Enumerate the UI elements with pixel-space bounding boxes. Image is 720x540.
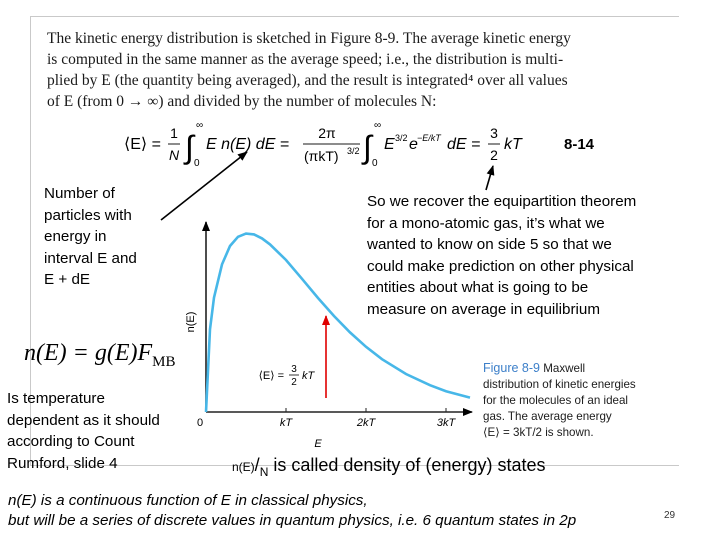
integral-sign-1: ∫	[185, 129, 194, 165]
caption-line: ⟨E⟩ = 3kT/2 is shown.	[483, 426, 594, 439]
annotation-line: measure on average in equilibrium	[367, 300, 601, 318]
bottom-text-line-2: but will be a series of discrete values in quantum physics, i.e. 6 quantum states in 2p	[8, 512, 577, 529]
annotation-line: energy in	[44, 228, 107, 246]
x-tick-label: 3kT	[436, 417, 456, 429]
eq-frac3-den: 2	[490, 147, 498, 163]
annotation-line: E + dE	[44, 271, 91, 289]
eq-integrand1: E n(E) dE =	[206, 136, 290, 153]
x-tick-label: 2kT	[356, 417, 376, 429]
density-prefix: n(E)	[232, 460, 255, 474]
y-axis-label: n(E)	[185, 311, 197, 333]
x-tick-label: kT	[279, 417, 293, 429]
formula-text: n(E) = g(E)F	[24, 340, 153, 366]
page-number: 29	[664, 510, 676, 521]
book-line: of E (from 0 → ∞) and divided by the number of molecules N:	[47, 93, 437, 110]
caption-title: Maxwell	[543, 362, 586, 375]
x-axis-label: E	[314, 438, 322, 450]
eq-integrand2-tail: dE =	[447, 136, 481, 153]
book-line: The kinetic energy distribution is sketched in Figure 8-9. The average kinetic energy	[47, 30, 571, 47]
density-of-states-note	[232, 455, 546, 479]
eq-frac3-num: 3	[490, 125, 498, 141]
eq-frac2-den-exp: 3/2	[347, 146, 360, 156]
eq-number: 8-14	[564, 136, 595, 153]
formula-subscript: MB	[152, 354, 176, 370]
caption-figure-number: Figure 8-9	[483, 361, 540, 375]
caption-line: gas. The average energy	[483, 410, 612, 423]
annotation-line: according to Count	[7, 433, 135, 451]
annotation-line: Number of	[44, 185, 115, 202]
eq-int2-lower: 0	[372, 158, 378, 169]
mean-label-num: 3	[291, 364, 297, 375]
distribution-curve	[206, 234, 470, 412]
book-line: is computed in the same manner as the average speed; i.e., the distribution is multi-	[47, 51, 564, 68]
annotation-line: entities about what is going to be	[367, 279, 589, 297]
eq-frac2-num: 2π	[318, 125, 336, 141]
mean-label-lhs: ⟨E⟩ =	[258, 370, 284, 382]
eq-integrand2-exp: 3/2	[395, 133, 408, 143]
annotation-line: particles with	[44, 206, 132, 224]
annotation-line: could make prediction on other physical	[367, 257, 634, 275]
integral-sign-2: ∫	[363, 129, 372, 165]
eq-integrand2: E	[384, 136, 395, 153]
annotation-line: wanted to know on side 5 so that we	[367, 236, 612, 254]
annotation-line: So we recover the equipartition theorem	[367, 193, 637, 210]
eq-frac1-den: N	[168, 147, 180, 163]
caption-line: distribution of kinetic energies	[483, 378, 636, 391]
particles-annotation	[44, 183, 172, 291]
mean-energy-label	[259, 364, 316, 388]
figure-caption	[483, 360, 658, 441]
annotation-line: Is temperature	[7, 390, 105, 407]
kinetic-energy-distribution-chart	[185, 212, 490, 452]
equipartition-arrow	[486, 166, 493, 190]
caption-line: for the molecules of an ideal	[483, 394, 629, 407]
eq-frac1-num: 1	[170, 125, 178, 141]
x-ticks	[197, 408, 457, 429]
eq-int2-upper: ∞	[374, 120, 382, 131]
x-tick-label: 0	[196, 417, 204, 429]
bottom-text-line-1: n(E) is a continuous function of E in classical physics,	[8, 492, 368, 509]
temperature-annotation	[7, 388, 193, 474]
annotation-line: Rumford, slide 4	[7, 454, 118, 472]
annotation-line: interval E and	[44, 249, 137, 267]
eq-integrand2-rest-exp: −E/kT	[417, 133, 441, 143]
density-sub: N	[259, 465, 269, 479]
density-slash: /	[254, 455, 260, 475]
annotation-line: for a mono-atomic gas, it’s what we	[367, 214, 605, 232]
eq-integrand2-rest: e	[409, 136, 418, 153]
annotation-line: dependent as it should	[7, 411, 160, 429]
density-rest: is called density of (energy) states	[268, 455, 546, 475]
particles-arrow	[161, 152, 247, 220]
eq-lhs: ⟨E⟩ =	[124, 136, 161, 153]
density-formula	[24, 340, 176, 370]
eq-rhs: kT	[504, 136, 522, 153]
mean-label-den: 2	[291, 377, 297, 388]
mean-label-rhs: kT	[302, 370, 315, 382]
book-line: plied by E (the quantity being averaged), and the result is integrated⁴ over all values	[47, 72, 568, 89]
eq-int1-upper: ∞	[196, 120, 204, 131]
eq-int1-lower: 0	[194, 158, 200, 169]
eq-frac2-den: (πkT)	[304, 148, 339, 164]
